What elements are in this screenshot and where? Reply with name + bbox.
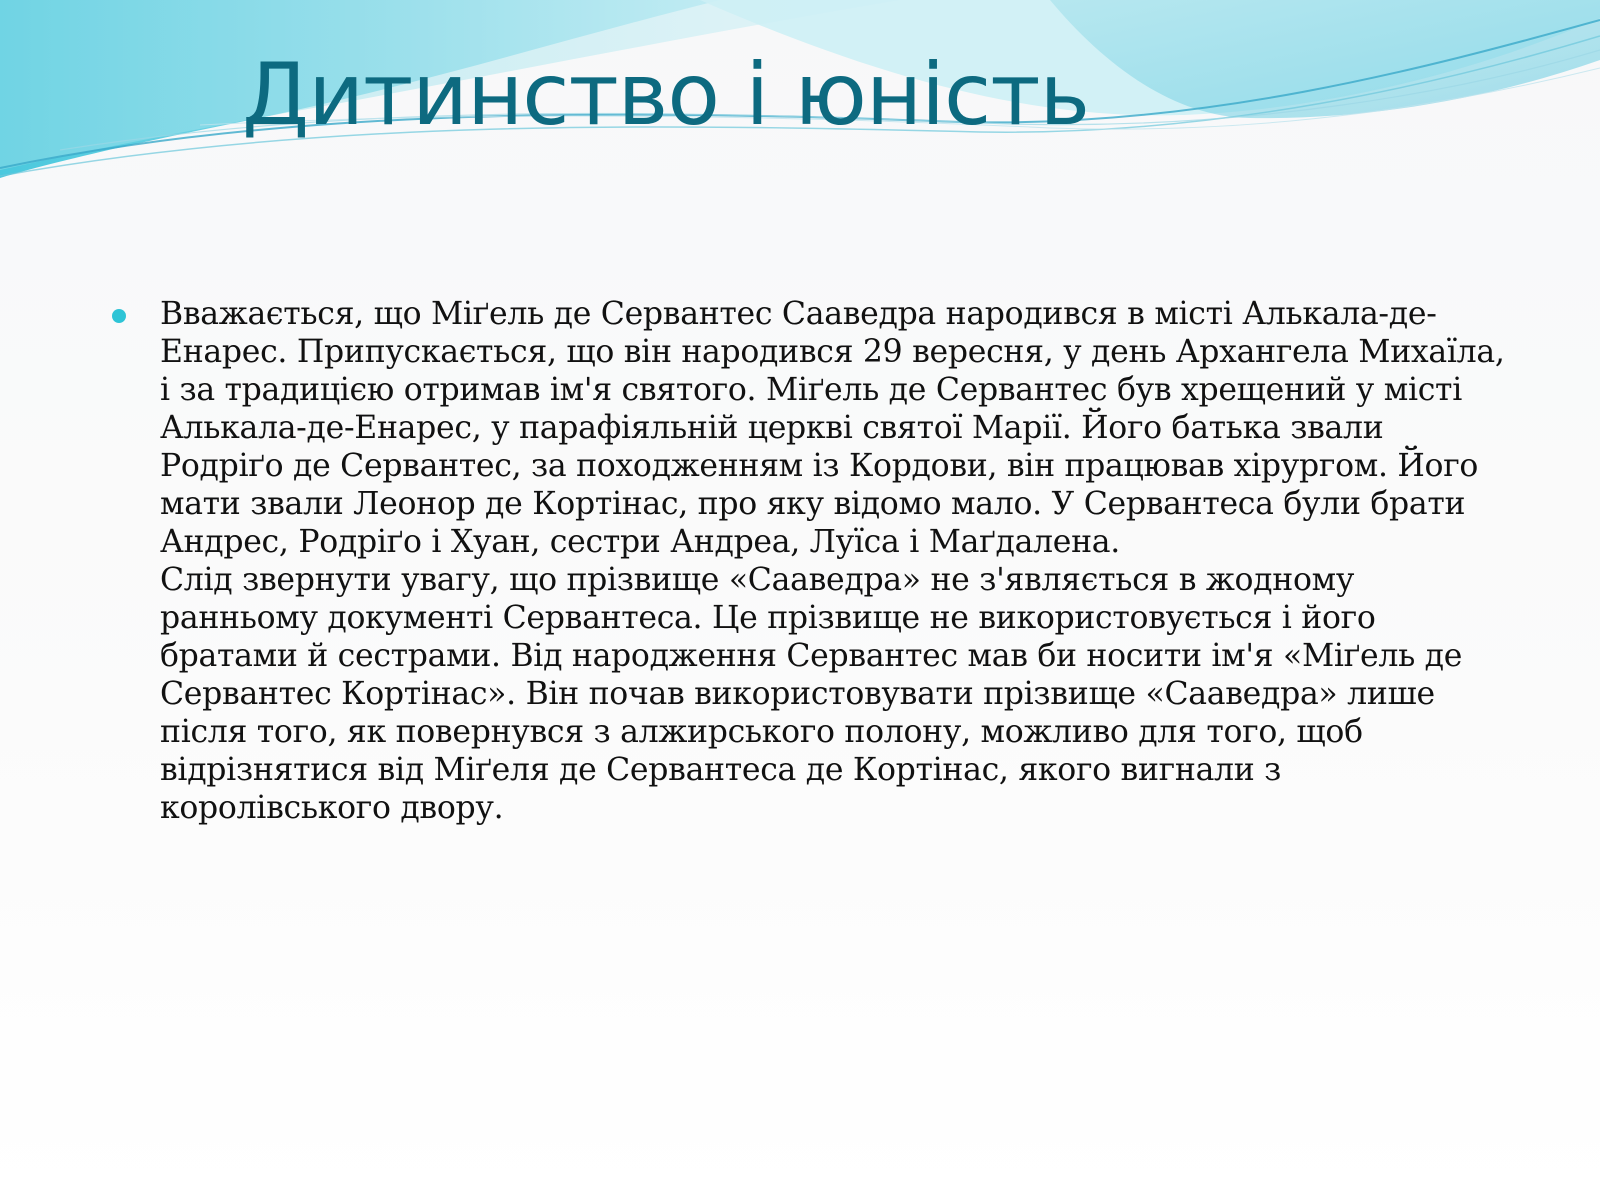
bullet-dot-icon xyxy=(112,309,126,323)
paragraph-1: Вважається, що Міґель де Сервантес Сааведра народився в місті Алькала-де-Енарес. Припускається, що він народився 29 вересня, у день Архангела Михаїла, і за традицією отримав ім'я святого. Міґель де Сервантес був хрещений у місті Алькала-де-Енарес, у парафіяльній церкві святої Марії. Його батька звали Родріґо де Сервантес, за походженням із Кордови, він працював хірургом. Його мати звали Леонор де Кортінас, про яку відомо мало. У Сервантеса були брати Андрес, Родріґо і Хуан, сестри Андреа, Луїса і Маґдалена. xyxy=(160,296,1505,560)
bullet-item xyxy=(110,295,1510,827)
slide-content xyxy=(110,295,1510,827)
paragraph-2: Слід звернути увагу, що прізвище «Сааведра» не з'являється в жодному ранньому документі Сервантеса. Це прізвище не використовується і його братами й сестрами. Від народження Сервантес мав би носити ім'я «Міґель де Сервантес Кортінас». Він почав використовувати прізвище «Сааведра» лише після того, як повернувся з алжирського полону, можливо для того, щоб відрізнятися від Міґеля де Сервантеса де Кортінас, якого вигнали з королівського двору. xyxy=(160,562,1463,826)
slide-title: Дитинство і юність xyxy=(242,45,1090,145)
